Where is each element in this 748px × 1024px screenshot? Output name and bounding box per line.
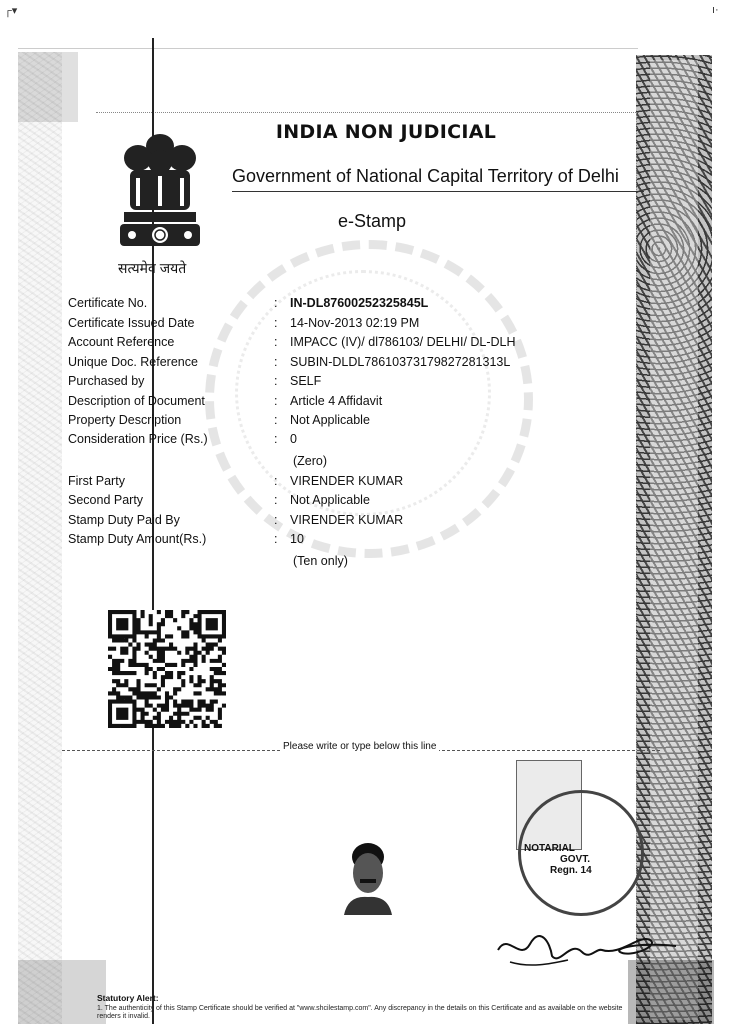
label-description-of-document: Description of Document — [68, 394, 205, 408]
colon: : — [274, 513, 278, 527]
notary-line-2: GOVT. — [560, 854, 591, 865]
notary-line-3: Regn. 14 — [550, 865, 592, 876]
statutory-alert-title: Statutory Alert: — [97, 993, 159, 1003]
label-certificate-no: Certificate No. — [68, 296, 148, 310]
top-left-ornament — [18, 52, 78, 122]
qr-code-icon — [108, 610, 226, 728]
label-second-party: Second Party — [68, 493, 144, 507]
label-unique-doc-reference: Unique Doc. Reference — [68, 355, 198, 369]
colon: : — [274, 316, 278, 330]
label-stamp-duty-amount: Stamp Duty Amount(Rs.) — [68, 532, 207, 546]
label-consideration-price: Consideration Price (Rs.) — [68, 432, 208, 446]
value-certificate-no: IN-DL87600252325845L — [290, 296, 429, 310]
colon: : — [274, 394, 278, 408]
left-ornamental-border — [18, 52, 62, 1024]
value-second-party: Not Applicable — [290, 493, 370, 507]
colon: : — [274, 493, 278, 507]
colon: : — [274, 355, 278, 369]
inner-frame-top — [96, 112, 636, 113]
notary-line-1: NOTARIAL — [524, 843, 575, 854]
colon: : — [274, 335, 278, 349]
value-stamp-duty-paid-by: VIRENDER KUMAR — [290, 513, 404, 527]
statutory-alert-text: 1. The authenticity of this Stamp Certificate should be verified at "www.shcilestamp.com". Any discrepancy in the details on this Certificate and as available on the website renders it invalid. — [97, 1005, 623, 1020]
value-purchased-by: SELF — [290, 374, 322, 388]
label-account-reference: Account Reference — [68, 335, 175, 349]
value-description-of-document: Article 4 Affidavit — [290, 394, 383, 408]
colon: : — [274, 296, 278, 310]
colon: : — [274, 413, 278, 427]
label-first-party: First Party — [68, 474, 125, 488]
value-account-reference: IMPACC (IV)/ dl786103/ DELHI/ DL-DLH — [290, 335, 516, 349]
value-property-description: Not Applicable — [290, 413, 370, 427]
label-issued-date: Certificate Issued Date — [68, 316, 195, 330]
applicant-photo — [338, 835, 398, 915]
label-property-description: Property Description — [68, 413, 182, 427]
write-below-instruction: Please write or type below this line — [280, 741, 439, 752]
value-consideration-price: 0 — [290, 432, 297, 446]
colon: : — [274, 532, 278, 546]
colon: : — [274, 474, 278, 488]
value-issued-date: 14-Nov-2013 02:19 PM — [290, 316, 420, 330]
ashoka-emblem-icon — [110, 128, 210, 258]
document-title: INDIA NON JUDICIAL — [275, 121, 497, 143]
emblem-motto: सत्यमेव जयते — [118, 260, 187, 276]
duty-in-words: (Ten only) — [293, 554, 348, 568]
scan-corner-mark: ┌▾ — [4, 5, 18, 17]
scan-top-edge — [18, 48, 638, 49]
signature — [490, 922, 680, 972]
colon: : — [274, 374, 278, 388]
colon: : — [274, 432, 278, 446]
scan-corner-mark-right: ı· — [712, 4, 719, 16]
value-first-party: VIRENDER KUMAR — [290, 474, 404, 488]
label-purchased-by: Purchased by — [68, 374, 145, 388]
stamp-type: e-Stamp — [338, 211, 407, 231]
label-stamp-duty-paid-by: Stamp Duty Paid By — [68, 513, 180, 527]
bottom-left-ornament — [18, 960, 106, 1024]
value-unique-doc-reference: SUBIN-DLDL78610373179827281313L — [290, 355, 511, 369]
government-underline — [232, 191, 644, 192]
notary-seal-text — [524, 843, 592, 876]
value-stamp-duty-amount: 10 — [290, 532, 304, 546]
right-border-highlight — [650, 60, 698, 1020]
consideration-in-words: (Zero) — [293, 454, 328, 468]
government-name: Government of National Capital Territory of Delhi — [232, 166, 619, 186]
